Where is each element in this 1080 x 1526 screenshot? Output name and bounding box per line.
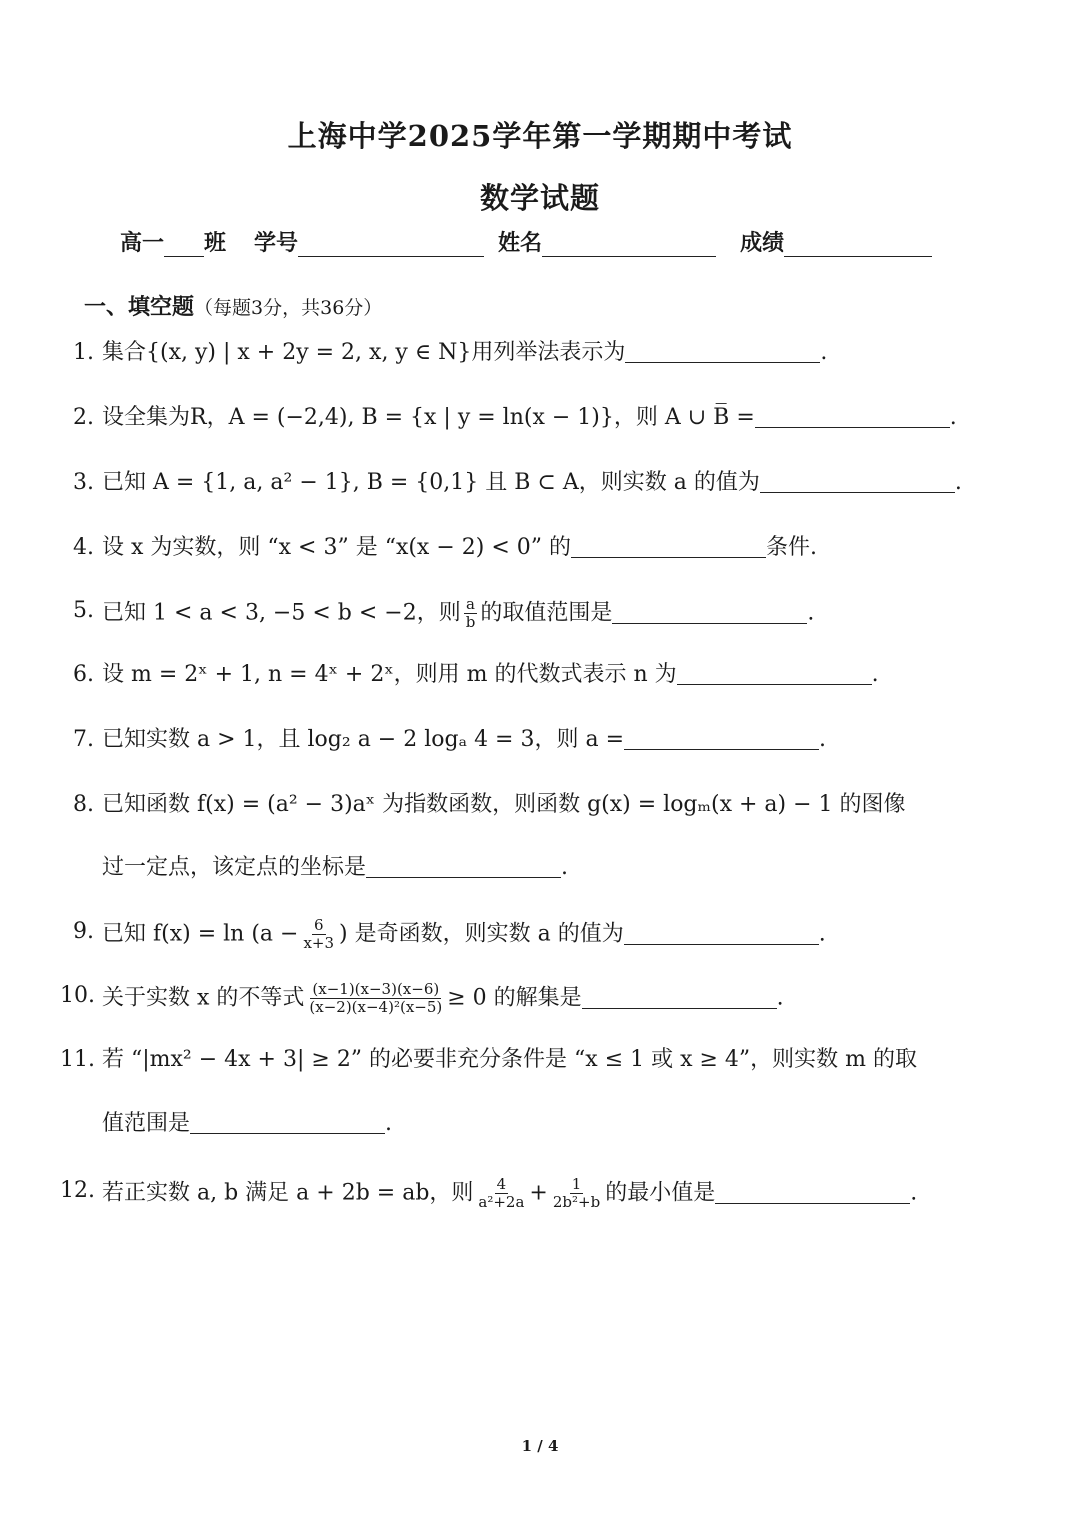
fraction-denominator: 2b²+b: [552, 1193, 601, 1211]
answer-blank[interactable]: [755, 405, 950, 428]
name-label: 姓名: [498, 230, 543, 256]
question-end: .: [818, 921, 826, 947]
exam-subtitle: 数学试题: [479, 181, 600, 215]
question-text: 已知函数 f(x) = (a² − 3)aˣ 为指数函数，则函数 g(x) = logₘ(x + a) − 1 的图像: [102, 792, 906, 817]
question-number: 11.: [60, 1047, 95, 1072]
answer-blank[interactable]: [571, 535, 766, 558]
class-blank[interactable]: [164, 234, 204, 257]
answer-blank[interactable]: [624, 922, 819, 945]
question-end: .: [949, 405, 957, 430]
question-end: .: [807, 600, 815, 626]
score-blank[interactable]: [784, 234, 932, 257]
question-text-tail: ) 是奇函数，则实数 a 的值为: [339, 921, 624, 947]
question-8-line-2: [102, 853, 568, 883]
question-text-tail: 的取值范围是: [480, 600, 613, 626]
question-text: 若 “|mx² − 4x + 3| ≥ 2” 的必要非充分条件是 “x ≤ 1 或 x ≥ 4”，则实数 m 的取: [102, 1047, 918, 1072]
answer-blank[interactable]: [677, 662, 872, 685]
answer-blank[interactable]: [190, 1111, 385, 1134]
question-text: 设全集为R，A = (−2,4), B = {x | y = ln(x − 1)}，则 A ∪ B̅ =: [102, 405, 755, 430]
question-number: 4.: [73, 535, 94, 560]
section-heading: [84, 290, 382, 321]
answer-blank[interactable]: [582, 986, 777, 1009]
question-11-line-2: [102, 1109, 392, 1139]
fraction-denominator: (x−2)(x−4)²(x−5): [309, 998, 443, 1016]
plus-sign: +: [529, 1180, 548, 1206]
fraction-numerator: (x−1)(x−3)(x−6): [312, 980, 440, 998]
question-number: 9.: [73, 919, 94, 944]
question-text: 已知 f(x) = ln (a −: [102, 921, 299, 947]
question-number: 3.: [73, 470, 94, 495]
question-end: .: [819, 727, 827, 752]
fraction-numerator: 4: [496, 1175, 507, 1193]
class-label: 班: [204, 230, 227, 256]
student-info-row: [120, 226, 932, 257]
question-end: 条件.: [766, 535, 817, 560]
question-text: 过一定点，该定点的坐标是: [102, 855, 367, 880]
exam-title: 上海中学2025学年第一学期期中考试: [287, 119, 793, 153]
question-text: 已知 A = {1, a, a² − 1}, B = {0,1} 且 B ⊂ A，则实数 a 的值为: [102, 470, 760, 495]
answer-blank[interactable]: [366, 855, 561, 878]
fraction: [307, 981, 444, 1016]
question-text-tail: 的最小值是: [605, 1180, 716, 1206]
question-text: 值范围是: [102, 1111, 191, 1136]
question-text: 设 x 为实数，则 “x < 3” 是 “x(x − 2) < 0” 的: [102, 535, 571, 560]
question-text: 设 m = 2ˣ + 1, n = 4ˣ + 2ˣ，则用 m 的代数式表示 n 为: [102, 662, 677, 687]
question-number: 2.: [73, 405, 94, 430]
question-text-tail: ≥ 0 的解集是: [447, 985, 582, 1011]
question-number: 6.: [73, 662, 94, 687]
question-end: .: [385, 1111, 393, 1136]
question-end: .: [820, 340, 828, 365]
student-id-label: 学号: [254, 230, 299, 256]
fraction-numerator: 1: [571, 1175, 582, 1193]
fraction-denominator: x+3: [303, 934, 335, 952]
question-number: 8.: [73, 792, 94, 817]
fraction: [476, 1176, 526, 1211]
fraction-numerator: 6: [313, 916, 324, 934]
question-end: .: [871, 662, 879, 687]
question-end: .: [910, 1180, 918, 1206]
question-text: 关于实数 x 的不等式: [102, 985, 305, 1011]
answer-blank[interactable]: [715, 1181, 910, 1204]
fraction: [464, 596, 478, 631]
question-number: 1.: [73, 340, 94, 365]
page-number: 1 / 4: [521, 1437, 559, 1455]
question-number: 12.: [60, 1178, 95, 1203]
fraction: [301, 917, 336, 952]
score-label: 成绩: [740, 230, 785, 256]
fraction-denominator: a²+2a: [478, 1193, 525, 1211]
section-note: （每题3分，共36分）: [194, 297, 383, 319]
grade-label: 高一: [120, 230, 165, 256]
question-text: 若正实数 a, b 满足 a + 2b = ab，则: [102, 1180, 474, 1206]
fraction-denominator: b: [465, 613, 476, 631]
question-number: 7.: [73, 727, 94, 752]
question-number: 5.: [73, 598, 94, 623]
question-number: 10.: [60, 983, 95, 1008]
question-end: .: [776, 985, 784, 1011]
question-end: .: [561, 855, 569, 880]
student-id-blank[interactable]: [298, 234, 484, 257]
answer-blank[interactable]: [612, 601, 807, 624]
answer-blank[interactable]: [624, 727, 819, 750]
question-end: .: [954, 470, 962, 495]
name-blank[interactable]: [542, 234, 716, 257]
answer-blank[interactable]: [625, 340, 820, 363]
question-text: 集合{(x, y) | x + 2y = 2, x, y ∈ N}用列举法表示为: [102, 340, 626, 365]
answer-blank[interactable]: [760, 470, 955, 493]
fraction-numerator: a: [466, 595, 475, 613]
question-text: 已知实数 a > 1，且 log₂ a − 2 logₐ 4 = 3，则 a =: [102, 727, 625, 752]
fraction: [551, 1176, 602, 1211]
section-title: 一、填空题: [84, 294, 195, 320]
question-text: 已知 1 < a < 3, −5 < b < −2，则: [102, 600, 461, 626]
